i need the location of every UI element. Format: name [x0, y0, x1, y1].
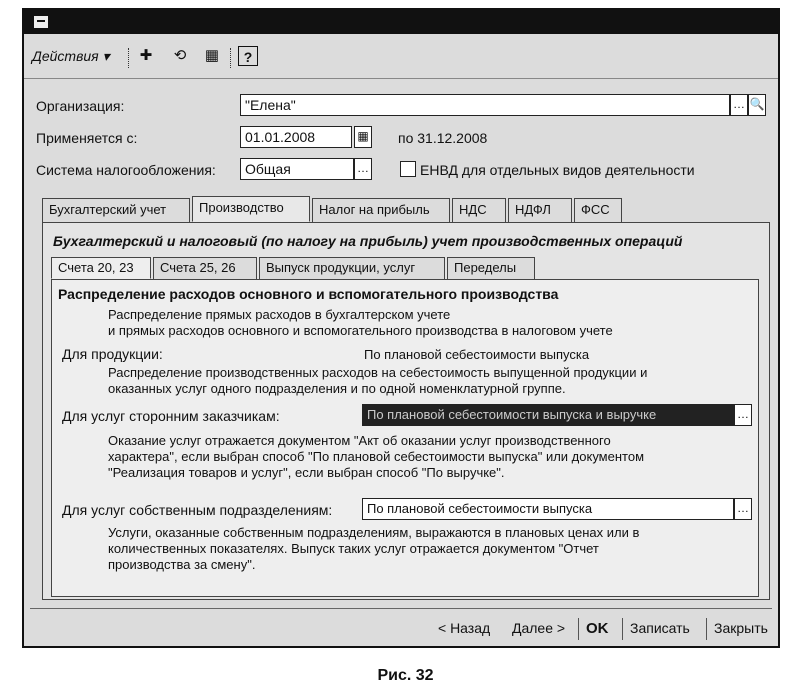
- subtab-redistribution[interactable]: Переделы: [447, 257, 535, 279]
- envd-checkbox[interactable]: [400, 161, 416, 177]
- own-services-label: Для услуг собственным подразделениям:: [62, 502, 333, 518]
- ok-button[interactable]: OK: [586, 620, 609, 637]
- tab-profit-tax[interactable]: Налог на прибыль: [312, 198, 450, 222]
- add-icon[interactable]: ✚: [139, 47, 153, 64]
- tab-accounting[interactable]: Бухгалтерский учет: [42, 198, 190, 222]
- help-icon[interactable]: ?: [238, 46, 258, 66]
- panel-title: Бухгалтерский и налоговый (по налогу на прибыль) учет производственных операций: [53, 233, 683, 249]
- window-icon[interactable]: [34, 16, 48, 28]
- intro-text: и прямых расходов основного и вспомогательного производства в налоговом учете: [108, 323, 613, 338]
- external-services-description: "Реализация товаров и услуг", если выбран способ "По выручке".: [108, 465, 505, 480]
- title-bar: [24, 10, 778, 34]
- button-separator: [622, 618, 624, 640]
- subtab-output[interactable]: Выпуск продукции, услуг: [259, 257, 445, 279]
- toolbar-separator: [128, 48, 130, 68]
- calendar-icon[interactable]: ▦: [354, 126, 372, 148]
- refresh-icon[interactable]: ⟲: [173, 47, 187, 64]
- tab-production[interactable]: Производство: [192, 196, 310, 222]
- bottom-separator: [30, 608, 772, 609]
- toolbar-separator: [230, 48, 232, 68]
- organization-open-icon[interactable]: 🔍: [748, 94, 766, 116]
- tax-system-select-button[interactable]: …: [354, 158, 372, 180]
- tab-fss[interactable]: ФСС: [574, 198, 622, 222]
- products-label: Для продукции:: [62, 346, 163, 362]
- own-services-description: производства за смену".: [108, 557, 256, 572]
- close-button[interactable]: Закрыть: [714, 620, 768, 636]
- own-services-select-button[interactable]: …: [734, 498, 752, 520]
- organization-select-button[interactable]: …: [730, 94, 748, 116]
- external-services-label: Для услуг сторонним заказчикам:: [62, 408, 280, 424]
- subtab-accounts-25-26[interactable]: Счета 25, 26: [153, 257, 257, 279]
- organization-field[interactable]: "Елена": [240, 94, 730, 116]
- applies-from-field[interactable]: 01.01.2008: [240, 126, 352, 148]
- subtab-accounts-20-23[interactable]: Счета 20, 23: [51, 257, 151, 279]
- production-panel: [42, 222, 770, 600]
- products-description: Распределение производственных расходов на себестоимость выпущенной продукции и: [108, 365, 648, 380]
- tax-system-label: Система налогообложения:: [36, 162, 216, 178]
- external-services-description: Оказание услуг отражается документом "Акт об оказании услуг производственного: [108, 433, 611, 448]
- own-services-description: Услуги, оказанные собственным подразделениям, выражаются в плановых ценах или в: [108, 525, 640, 540]
- products-value: По плановой себестоимости выпуска: [364, 347, 590, 362]
- intro-text: Распределение прямых расходов в бухгалтерском учете: [108, 307, 451, 322]
- button-separator: [706, 618, 708, 640]
- own-services-field[interactable]: По плановой себестоимости выпуска: [362, 498, 734, 520]
- back-button[interactable]: < Назад: [438, 620, 491, 636]
- products-description: оказанных услуг одного подразделения и по одной номенклатурной группе.: [108, 381, 566, 396]
- structure-icon[interactable]: ▦: [204, 47, 220, 64]
- external-services-field[interactable]: По плановой себестоимости выпуска и выручке: [362, 404, 734, 426]
- tab-vat[interactable]: НДС: [452, 198, 506, 222]
- settings-window: [22, 8, 780, 648]
- applies-to-text: по 31.12.2008: [398, 130, 488, 146]
- accounts-20-23-panel: [51, 279, 759, 597]
- organization-label: Организация:: [36, 98, 125, 114]
- external-services-select-button[interactable]: …: [734, 404, 752, 426]
- external-services-description: характера", если выбран способ "По плановой себестоимости выпуска" или документом: [108, 449, 645, 464]
- save-button[interactable]: Записать: [630, 620, 690, 636]
- button-separator: [578, 618, 580, 640]
- section-heading: Распределение расходов основного и вспомогательного производства: [58, 286, 559, 302]
- figure-caption: Рис. 32: [377, 667, 434, 684]
- tax-system-field[interactable]: Общая: [240, 158, 354, 180]
- envd-label: ЕНВД для отдельных видов деятельности: [420, 162, 695, 178]
- own-services-description: количественных показателях. Выпуск таких услуг отражается документом "Отчет: [108, 541, 599, 556]
- applies-from-label: Применяется с:: [36, 130, 138, 146]
- next-button[interactable]: Далее >: [512, 620, 566, 636]
- tab-ndfl[interactable]: НДФЛ: [508, 198, 572, 222]
- toolbar: [24, 36, 778, 79]
- actions-menu-button[interactable]: Действия ▾: [32, 48, 110, 64]
